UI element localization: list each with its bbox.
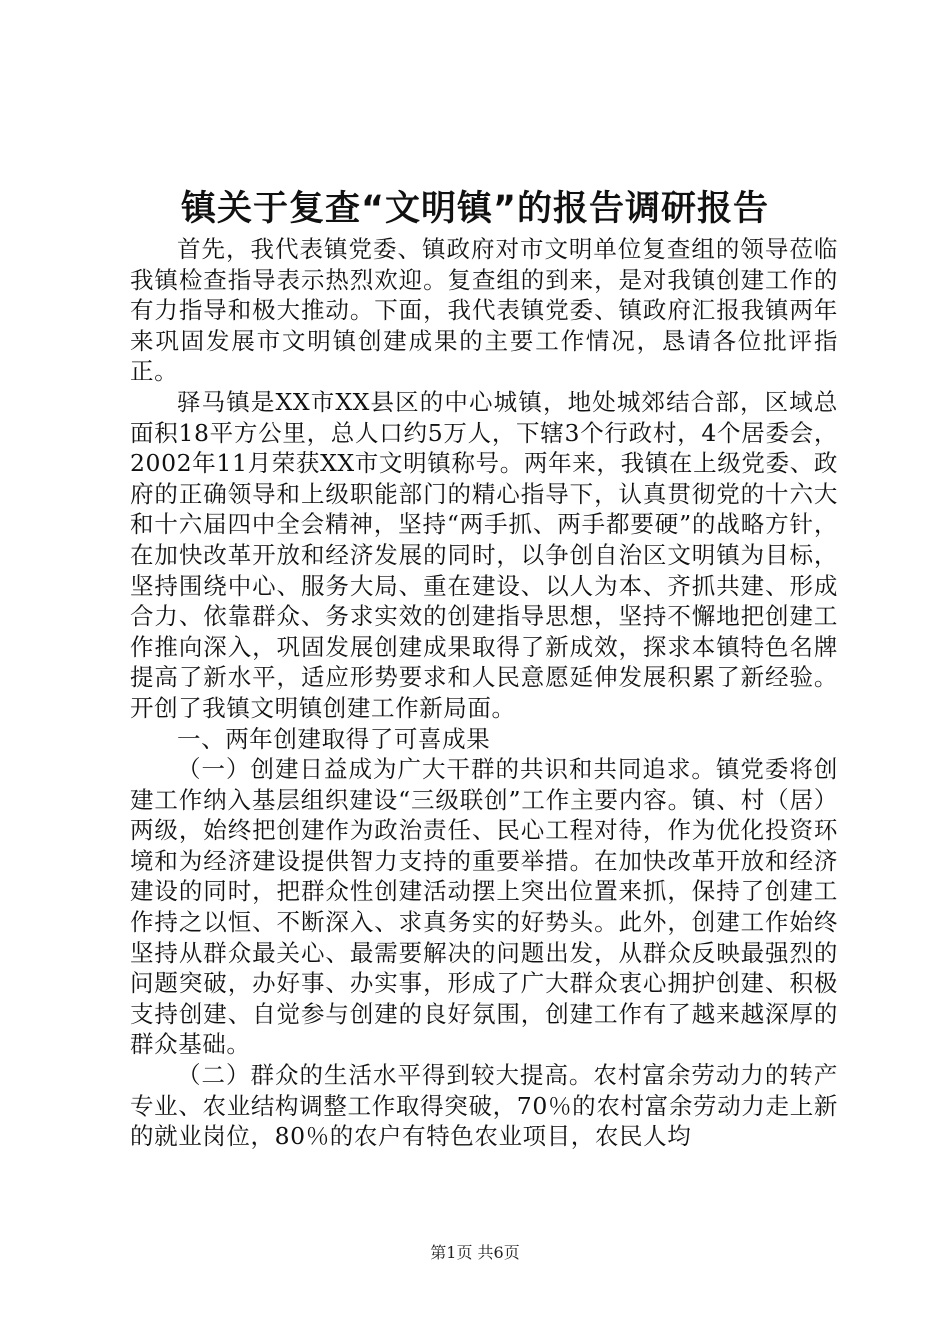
paragraph-town-overview: 驿马镇是XX市XX县区的中心城镇，地处城郊结合部，区域总面积18平方公里，总人口约5万人，下辖3个行政村，4个居委会，2002年11月荣获XX市文明镇称号。两年来，我镇在上级党委、政府的正确领导和上级职能部门的精心指导下，认真贯彻党的十六大和十六届四中全会精神，坚持“两手抓、两手都要硬”的战略方针，在加快改革开放和经济发展的同时，以争创自治区文明镇为目标，坚持围绕中心、服务大局、重在建设、以人为本、齐抓共建、形成合力、依靠群众、务求实效的创建指导思想，坚持不懈地把创建工作推向深入，巩固发展创建成果取得了新成效，探求本镇特色名牌提高了新水平，适应形势要求和人民意愿延伸发展积累了新经验。开创了我镇文明镇创建工作新局面。 (130, 387, 838, 722)
document-body (130, 234, 838, 1152)
page-number-footer: 第1页 共6页 (430, 1243, 520, 1262)
section-heading: 一、两年创建取得了可喜成果 (177, 724, 491, 753)
paragraph-consensus: （一）创建日益成为广大干群的共识和共同追求。镇党委将创建工作纳入基层组织建设“三级联创”工作主要内容。镇、村（居）两级，始终把创建作为政治责任、民心工程对待，作为优化投资环境和为经济建设提供智力支持的重要举措。在加快改革开放和经济建设的同时，把群众性创建活动摆上突出位置来抓，保持了创建工作持之以恒、不断深入、求真务实的好势头。此外，创建工作始终坚持从群众最关心、最需要解决的问题出发，从群众反映最强烈的问题突破，办好事、办实事，形成了广大群众衷心拥护创建、积极支持创建、自觉参与创建的良好氛围，创建工作有了越来越深厚的群众基础。 (130, 755, 838, 1059)
paragraph-living-standard: （二）群众的生活水平得到较大提高。农村富余劳动力的转产专业、农业结构调整工作取得突破，70％的农村富余劳动力走上新的就业岗位，80％的农户有特色农业项目，农民人均 (130, 1061, 838, 1151)
paragraph-intro: 首先，我代表镇党委、镇政府对市文明单位复查组的领导莅临我镇检查指导表示热烈欢迎。复查组的到来，是对我镇创建工作的有力指导和极大推动。下面，我代表镇党委、镇政府汇报我镇两年来巩固发展市文明镇创建成果的主要工作情况，恳请各位批评指正。 (130, 235, 838, 386)
document-title: 镇关于复查“文明镇”的报告调研报告 (180, 189, 769, 229)
